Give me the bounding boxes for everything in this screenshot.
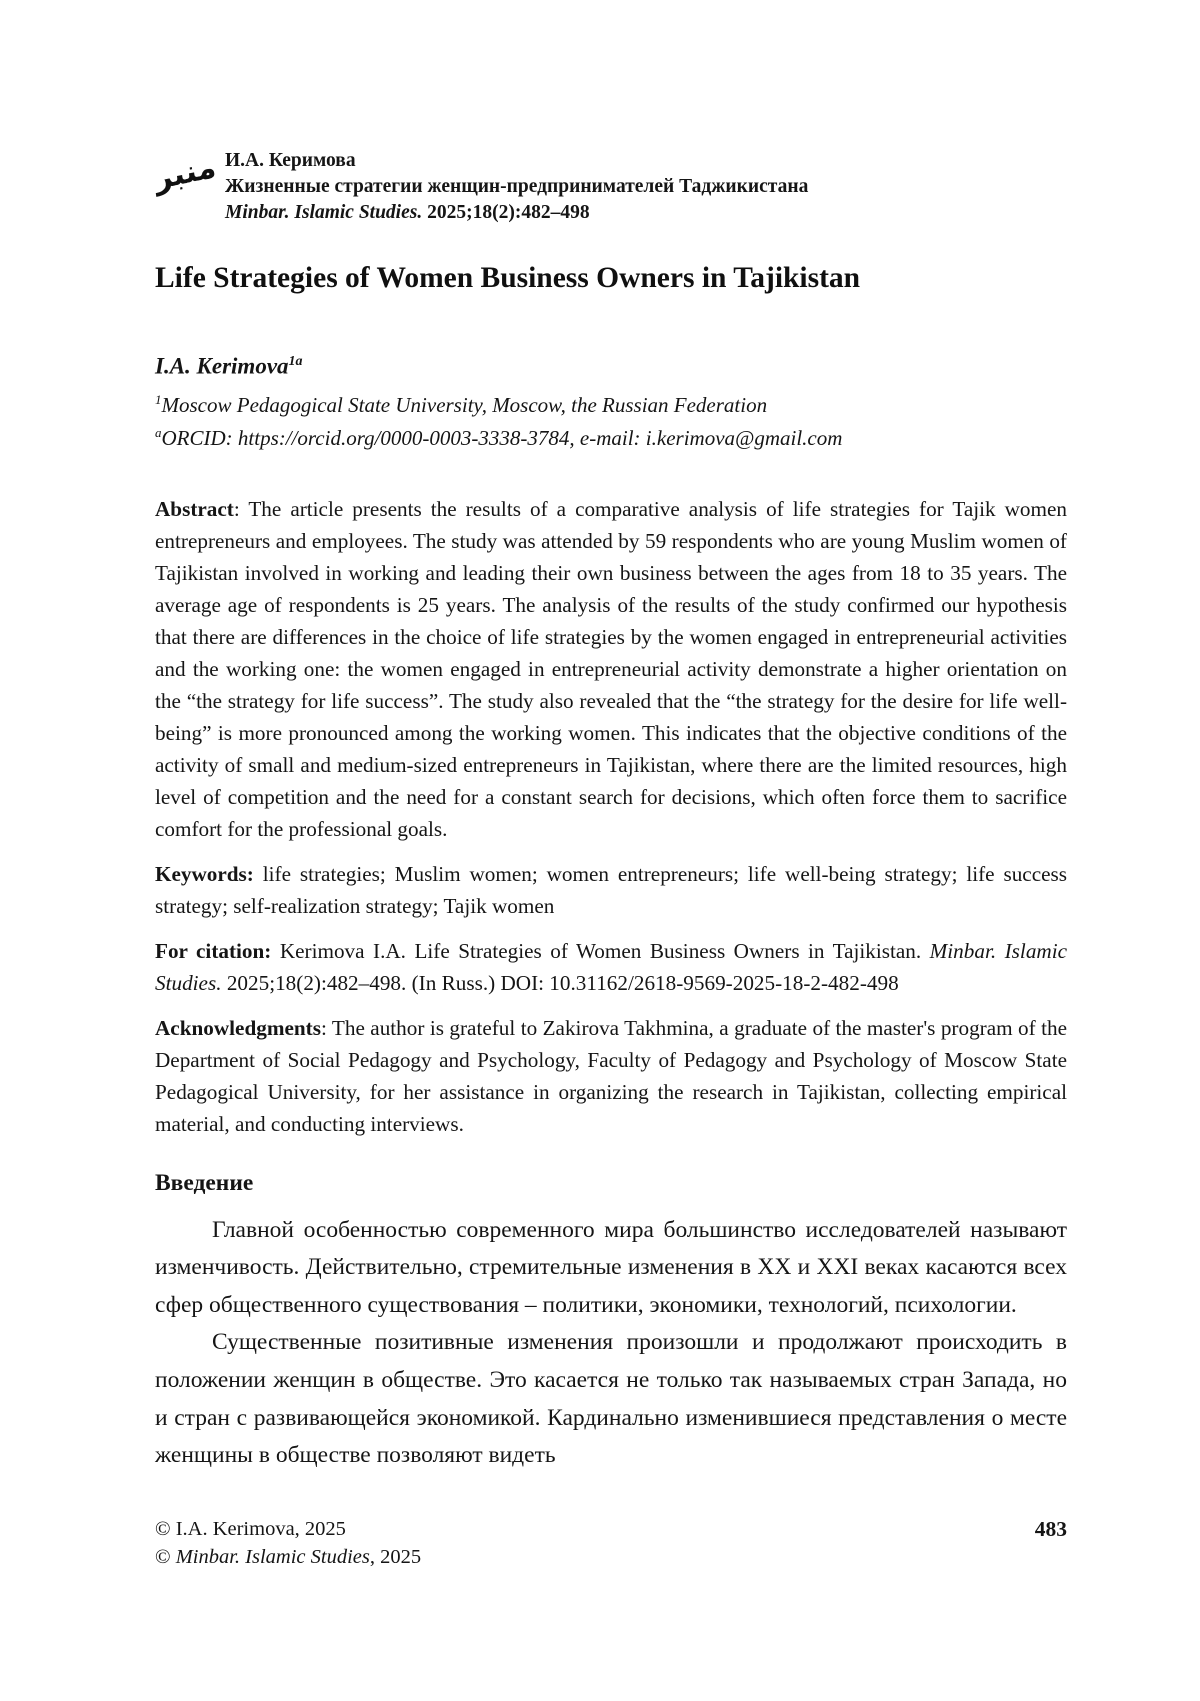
section-heading-introduction: Введение (155, 1169, 254, 1196)
keywords-paragraph (155, 858, 1067, 922)
article-title: Life Strategies of Women Business Owners in Tajikistan (155, 262, 861, 294)
affiliation-line (155, 386, 1067, 420)
introduction-paragraph-2: Существенные позитивные изменения произошли и продолжают происходить в положении женщин в обществе. Это касается не только так называемых стран Запада, но и стран с развивающейся экономикой. Кардинально изменившиеся представления о месте женщины в обществе позволяют видеть (155, 1329, 1067, 1469)
running-head-journal-ref (225, 200, 808, 226)
author-affiliation-superscript: 1a (288, 354, 303, 369)
for-citation-paragraph (155, 935, 1067, 999)
for-citation-label: For citation: (155, 938, 272, 963)
acknowledgments-label: Acknowledgments (155, 1015, 321, 1040)
running-head-author: И.А. Керимова (225, 150, 356, 171)
for-citation-journal-name: Minbar. Islamic Studies. (155, 938, 1067, 995)
introduction-paragraph-1: Главной особенностью современного мира большинство исследователей называют изменчивость. Действительно, стремительные изменения в XX и XXI веках касаются всех сфер общественного существования – политики, экономики, технологий, психологии. (155, 1216, 1067, 1318)
orcid-text: ORCID: https://orcid.org/0000-0003-3338-3784, e-mail: i.kerimova@gmail.com (161, 426, 843, 451)
affiliation-text: Moscow Pedagogical State University, Moscow, the Russian Federation (161, 392, 768, 417)
running-head-journal-name: Minbar. Islamic Studies. (225, 202, 423, 223)
orcid-superscript: a (155, 425, 162, 441)
running-head-journal-issue: 2025;18(2):482–498 (422, 202, 590, 223)
for-citation-issue-doi: 2025;18(2):482–498. (In Russ.) DOI: 10.31162/2618-9569-2025-18-2-482-498 (221, 970, 899, 995)
abstract-label: Abstract (155, 496, 234, 521)
running-head (152, 146, 1067, 226)
copyright-symbol: © (155, 1545, 176, 1568)
copyright-block (155, 1516, 421, 1571)
copyright-journal-name: Minbar. Islamic Studies (175, 1545, 370, 1568)
affiliation-superscript: 1 (155, 391, 162, 407)
running-head-article-title: Жизненные стратегии женщин-предпринимателей Таджикистана (225, 176, 809, 197)
abstract-paragraph (155, 493, 1067, 845)
keywords-label: Keywords: (155, 861, 254, 886)
copyright-year: , 2025 (369, 1545, 422, 1568)
running-head-text (225, 146, 808, 226)
acknowledgments-text: : The author is grateful to Zakirova Takhmina, a graduate of the master's program of the Department of Social Pedagogy and Psychology, Faculty of Pedagogy and Psychology of Moscow State Pedagogical University, for her assistance in organizing the research in Tajikistan, collecting empirical material, and conducting interviews. (155, 1015, 1067, 1136)
author-name (155, 348, 1067, 381)
copyright-author: © I.A. Kerimova, 2025 (155, 1518, 346, 1540)
for-citation-text: Kerimova I.A. Life Strategies of Women Business Owners in Tajikistan. (271, 938, 930, 963)
page-content (152, 0, 1067, 1475)
orcid-line (155, 419, 1067, 453)
acknowledgments-paragraph (155, 1012, 1067, 1140)
page-footer (155, 1516, 1067, 1571)
copyright-journal (155, 1544, 421, 1572)
keywords-text: life strategies; Muslim women; women entrepreneurs; life well-being strategy; life success strategy; self-realization strategy; Tajik women (155, 861, 1067, 918)
journal-calligraphy-logo-icon: منبر (152, 149, 219, 198)
page-number: 483 (1034, 1517, 1067, 1541)
author-name-text: I.A. Kerimova (155, 353, 289, 379)
abstract-text: : The article presents the results of a comparative analysis of life strategies for Tajik women entrepreneurs and employees. The study was attended by 59 respondents who are young Muslim women of Tajikistan involved in working and leading their own business between the ages from 18 to 35 years. The average age of respondents is 25 years. The analysis of the results of the study confirmed our hypothesis that there are differences in the choice of life strategies by the women engaged in entrepreneurial activities and the working one: the women engaged in entrepreneurial activity demonstrate a higher orientation on the “the strategy for life success”. The study also revealed that the “the strategy for the desire for life well-being” is more pronounced among the working women. This indicates that the objective conditions of the activity of small and medium-sized entrepreneurs in Tajikistan, where there are the limited resources, high level of competition and the need for a constant search for decisions, which often force them to sacrifice comfort for the professional goals. (155, 496, 1067, 841)
